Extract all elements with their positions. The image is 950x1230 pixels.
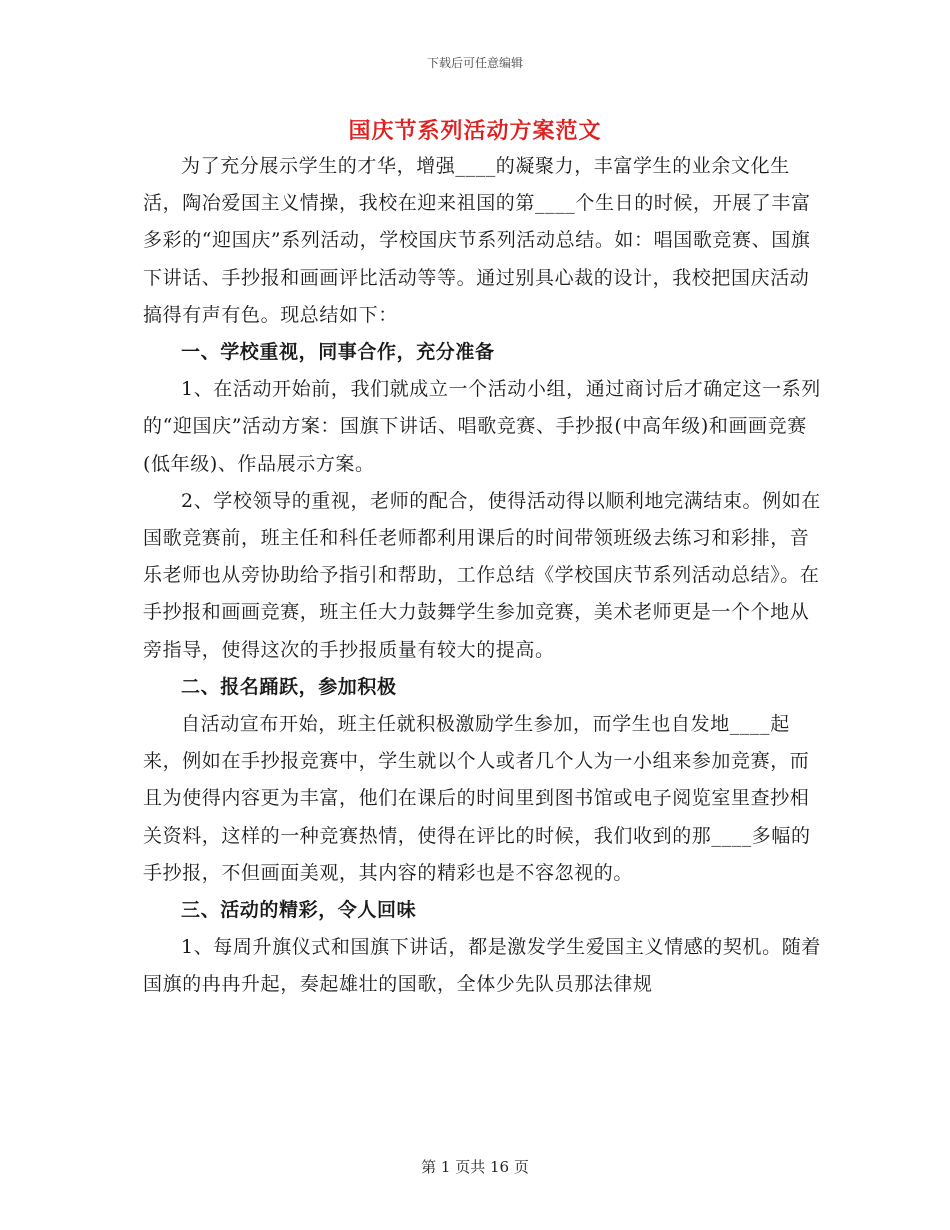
paragraph-1: 1、在活动开始前，我们就成立一个活动小组，通过商讨后才确定这一系列的“迎国庆”活动方案：国旗下讲话、唱歌竞赛、手抄报(中高年级)和画画竞赛(低年级)、作品展示方案。 [143,378,821,475]
paragraph-3: 自活动宣布开始，班主任就积极激励学生参加，而学生也自发地____起来，例如在手抄报竞赛中，学生就以个人或者几个人为一小组来参加竞赛，而且为使得内容更为丰富，他们在课后的时间里到图书馆或电子阅览室里查抄相关资料，这样的一种竞赛热情，使得在评比的时候，我们收到的那____多幅的手抄报，不但画面美观，其内容的精彩也是不容忽视的。 [143,713,811,884]
paragraph-2: 2、学校领导的重视，老师的配合，使得活动得以顺利地完满结束。例如在国歌竞赛前，班主任和科任老师都利用课后的时间带领班级去练习和彩排，音乐老师也从旁协助给予指引和帮助，工作总结《学校国庆节系列活动总结》。在手抄报和画画竞赛，班主任大力鼓舞学生参加竞赛，美术老师更是一个个地从旁指导，使得这次的手抄报质量有较大的提高。 [143,489,821,661]
section-heading-2: 二、报名踊跃，参加积极 [181,675,397,698]
page-number: 第 1 页共 16 页 [421,1158,529,1176]
document-body [143,148,823,1004]
section-heading-1: 一、学校重视，同事合作，充分准备 [181,341,495,364]
intro-paragraph: 为了充分展示学生的才华，增强____的凝聚力，丰富学生的业余文化生活，陶冶爱国主义情操，我校在迎来祖国的第____个生日的时候，开展了丰富多彩的“迎国庆”系列活动，学校国庆节系列活动总结。如：唱国歌竞赛、国旗下讲话、手抄报和画画评比活动等等。通过别具心裁的设计，我校把国庆活动搞得有声有色。现总结如下： [143,155,811,326]
paragraph-4: 1、每周升旗仪式和国旗下讲话，都是激发学生爱国主义情感的契机。随着国旗的冉冉升起，奏起雄壮的国歌，全体少先队员那法律规 [143,936,821,996]
header-note: 下载后可任意编辑 [426,56,523,70]
section-heading-3: 三、活动的精彩，令人回味 [181,899,417,922]
document-title: 国庆节系列活动方案范文 [348,118,602,144]
